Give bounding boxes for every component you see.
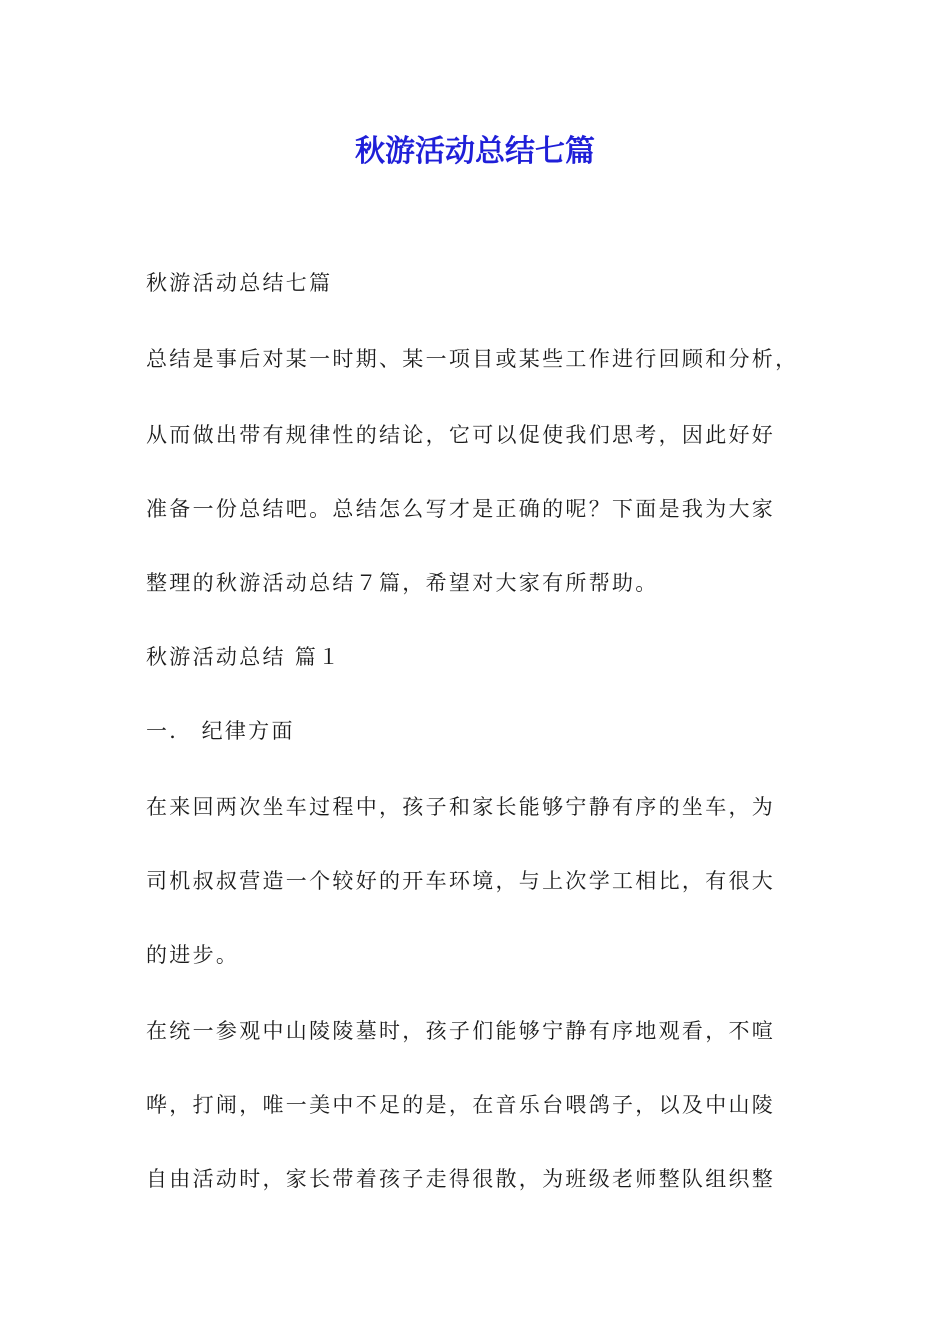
paragraph-line: 的进步。 [146,943,240,967]
section-heading: 秋游活动总结 篇１ [146,645,342,669]
paragraph-line: 准备一份总结吧。总结怎么写才是正确的呢？下面是我为大家 [146,497,776,521]
paragraph-line: 从而做出带有规律性的结论，它可以促使我们思考，因此好好 [146,423,776,447]
paragraph-line: 哗，打闹，唯一美中不足的是，在音乐台喂鸽子，以及中山陵 [146,1093,776,1117]
paragraph-line: 司机叔叔营造一个较好的开车环境，与上次学工相比，有很大 [146,869,776,893]
paragraph-line: 在统一参观中山陵陵墓时，孩子们能够宁静有序地观看，不喧 [146,1019,776,1043]
paragraph-line: 总结是事后对某一时期、某一项目或某些工作进行回顾和分析， [146,347,799,371]
subtitle-line: 秋游活动总结七篇 [146,271,333,295]
paragraph-line: 自由活动时，家长带着孩子走得很散，为班级老师整队组织整 [146,1167,776,1191]
paragraph-line: 在来回两次坐车过程中，孩子和家长能够宁静有序的坐车，为 [146,795,776,819]
document-title: 秋游活动总结七篇 [355,134,595,169]
subsection-heading: 一． 纪律方面 [146,719,295,743]
paragraph-line: 整理的秋游活动总结７篇，希望对大家有所帮助。 [146,571,659,595]
